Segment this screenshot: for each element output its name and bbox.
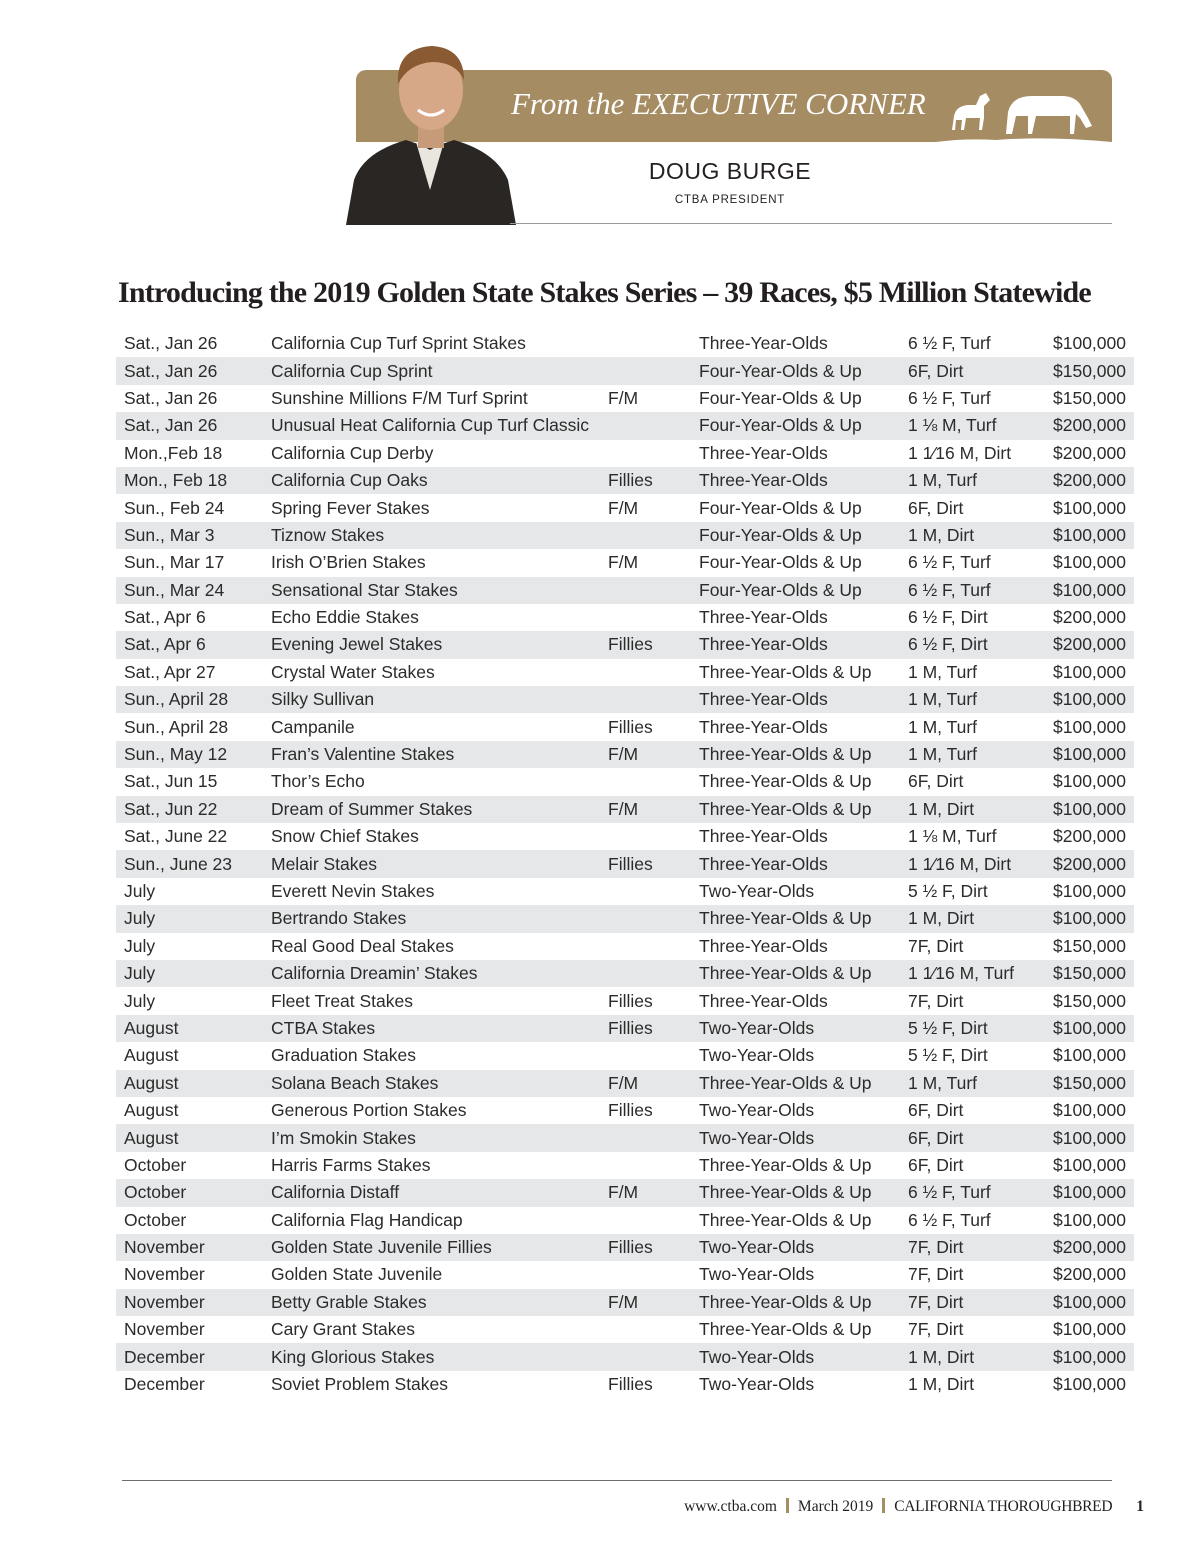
race-date: July [124,935,156,956]
race-age: Three-Year-Olds & Up [699,661,872,682]
table-row [116,1124,1134,1151]
race-age: Four-Year-Olds & Up [699,552,862,573]
race-age: Three-Year-Olds [699,850,908,877]
race-distance: 1 M, Turf [908,741,1046,768]
race-name: King Glorious Stakes [271,1343,608,1370]
page-number: 1 [1136,1498,1144,1515]
race-age: Two-Year-Olds [699,1264,815,1285]
race-date: Sun., Mar 24 [116,577,271,604]
race-distance: 1 ⅛ M, Turf [908,826,997,847]
race-name: Soviet Problem Stakes [271,1374,449,1395]
race-name: Melair Stakes [271,850,608,877]
race-purse: $150,000 [1046,1070,1134,1097]
footer-separator [786,1498,789,1513]
race-purse: $100,000 [1053,771,1126,792]
race-name: Cary Grant Stakes [271,1319,415,1340]
race-purse: $200,000 [1053,1264,1126,1285]
race-date: August [124,1100,179,1121]
race-purse: $200,000 [1046,412,1134,439]
race-sex [608,878,699,905]
race-distance: 7F, Dirt [908,1234,1046,1261]
table-row [116,823,1134,850]
race-date: Sun., April 28 [124,716,229,737]
table-row [116,1316,1134,1343]
race-purse: $200,000 [1046,1234,1134,1261]
table-row [116,1015,1134,1042]
race-name: California Cup Sprint [271,357,608,384]
race-name: Crystal Water Stakes [271,661,435,682]
race-sex [608,1152,699,1179]
race-distance: 6F, Dirt [908,771,964,792]
race-distance: 6 ½ F, Turf [908,1179,1046,1206]
race-purse: $100,000 [1053,881,1126,901]
stakes-schedule-table [116,330,1134,1398]
race-sex [608,933,699,960]
race-name: Tiznow Stakes [271,522,608,549]
race-date: Sun., Mar 17 [124,552,225,573]
race-sex [608,357,699,384]
table-row [116,905,1134,932]
race-name: I’m Smokin Stakes [271,1124,608,1151]
table-row [116,1371,1134,1398]
race-date: November [124,1264,205,1285]
race-age: Four-Year-Olds & Up [699,412,908,439]
race-name: Harris Farms Stakes [271,1154,431,1175]
race-age: Three-Year-Olds & Up [699,1070,908,1097]
race-distance: 6F, Dirt [908,357,1046,384]
race-age: Four-Year-Olds & Up [699,497,862,518]
race-sex: F/M [608,796,699,823]
race-name: California Distaff [271,1179,608,1206]
race-name: Unusual Heat California Cup Turf Classic [271,412,608,439]
race-date: July [124,881,156,901]
race-distance: 1 1⁄16 M, Turf [908,960,1046,987]
race-age: Three-Year-Olds & Up [699,741,908,768]
race-age: Three-Year-Olds & Up [699,771,872,792]
race-sex: Fillies [608,1374,653,1395]
banner-title: From the EXECUTIVE CORNER [511,86,926,121]
table-row [116,878,1134,905]
race-purse: $100,000 [1046,522,1134,549]
race-age: Two-Year-Olds [699,1343,908,1370]
race-date: July [124,990,156,1011]
race-date: Mon.,Feb 18 [124,442,223,463]
race-age: Three-Year-Olds & Up [699,1179,908,1206]
race-name: Echo Eddie Stakes [271,607,419,628]
race-date: Sat., Apr 6 [116,631,271,658]
race-name: Bertrando Stakes [271,905,608,932]
race-name: Generous Portion Stakes [271,1100,467,1121]
race-name: Betty Grable Stakes [271,1289,608,1316]
race-sex [608,1316,699,1343]
author-portrait [346,40,516,225]
race-sex [608,1261,699,1288]
race-purse: $100,000 [1053,716,1126,737]
table-row [116,741,1134,768]
race-name: Fran’s Valentine Stakes [271,741,608,768]
table-row [116,686,1134,713]
race-age: Three-Year-Olds [699,826,828,847]
table-row [116,1289,1134,1316]
race-date: August [116,1070,271,1097]
race-sex [608,330,699,357]
author-title: CTBA PRESIDENT [674,194,786,206]
race-sex [608,823,699,850]
race-name: Sunshine Millions F/M Turf Sprint [271,387,528,408]
race-age: Three-Year-Olds [699,631,908,658]
race-distance: 1 1⁄16 M, Dirt [908,442,1012,463]
race-name: Real Good Deal Stakes [271,935,454,956]
race-sex: Fillies [608,1015,699,1042]
race-date: October [124,1209,187,1230]
table-row [116,850,1134,877]
race-purse: $100,000 [1046,1015,1134,1042]
race-age: Four-Year-Olds & Up [699,577,908,604]
race-purse: $150,000 [1053,387,1126,408]
race-sex [608,440,699,467]
race-distance: 1 M, Dirt [908,1374,975,1395]
footer-divider [122,1480,1112,1481]
table-row [116,1179,1134,1206]
race-age: Three-Year-Olds & Up [699,796,908,823]
race-name: Irish O’Brien Stakes [271,552,426,573]
footer-issue: March 2019 [797,1498,874,1515]
race-sex [608,1042,699,1069]
table-row [116,1152,1134,1179]
race-age: Two-Year-Olds [699,1015,908,1042]
race-age: Three-Year-Olds [699,935,828,956]
race-distance: 6F, Dirt [908,1154,964,1175]
race-date: October [116,1179,271,1206]
race-distance: 6 ½ F, Turf [908,333,991,354]
race-sex [608,686,699,713]
race-purse: $100,000 [1046,686,1134,713]
race-purse: $100,000 [1046,1124,1134,1151]
race-sex [608,1207,699,1234]
race-age: Three-Year-Olds [699,686,908,713]
race-age: Three-Year-Olds [699,990,828,1011]
race-distance: 6 ½ F, Dirt [908,607,988,628]
race-sex [608,604,699,631]
race-name: Sensational Star Stakes [271,577,608,604]
race-age: Three-Year-Olds & Up [699,1319,872,1340]
race-age: Two-Year-Olds [699,1045,815,1066]
race-purse: $200,000 [1053,607,1126,628]
stakes-schedule-body [116,330,1134,1398]
race-distance: 5 ½ F, Dirt [908,1015,1046,1042]
article-headline: Introducing the 2019 Golden State Stakes Series – 39 Races, $5 Million Statewide [118,276,1091,309]
table-row [116,412,1134,439]
table-row [116,631,1134,658]
table-row [116,659,1134,686]
race-date: October [124,1154,187,1175]
race-date: Sat., June 22 [124,826,228,847]
race-name: Graduation Stakes [271,1045,416,1066]
race-sex [608,1124,699,1151]
table-row [116,604,1134,631]
race-purse: $200,000 [1046,467,1134,494]
race-age: Three-Year-Olds & Up [699,1154,872,1175]
race-date: Sun., June 23 [116,850,271,877]
race-distance: 1 M, Dirt [908,796,1046,823]
race-sex: F/M [608,741,699,768]
race-purse: $100,000 [1053,1374,1126,1395]
race-sex: F/M [608,1289,699,1316]
race-purse: $200,000 [1053,826,1126,847]
race-date: July [116,960,271,987]
race-distance: 1 M, Turf [908,1070,1046,1097]
race-distance: 7F, Dirt [908,1319,964,1340]
race-distance: 6 ½ F, Turf [908,552,991,573]
race-date: August [124,1045,179,1066]
page-footer [684,1498,1144,1516]
race-date: August [116,1124,271,1151]
race-purse: $100,000 [1053,661,1126,682]
race-purse: $150,000 [1053,935,1126,956]
race-age: Three-Year-Olds [699,467,908,494]
race-date: December [116,1343,271,1370]
race-name: CTBA Stakes [271,1015,608,1042]
race-distance: 7F, Dirt [908,1289,1046,1316]
race-distance: 6 ½ F, Turf [908,387,991,408]
race-distance: 5 ½ F, Dirt [908,881,988,901]
race-name: Solana Beach Stakes [271,1070,608,1097]
race-sex [608,768,699,795]
race-name: Campanile [271,716,355,737]
race-age: Three-Year-Olds [699,442,828,463]
race-age: Four-Year-Olds & Up [699,357,908,384]
race-name: Golden State Juvenile Fillies [271,1234,608,1261]
race-sex [608,412,699,439]
race-sex: Fillies [608,990,653,1011]
race-date: Sat., Jan 26 [124,333,218,354]
race-date: Sun., Mar 3 [116,522,271,549]
race-name: California Cup Derby [271,442,434,463]
race-sex [608,522,699,549]
race-purse: $100,000 [1046,1343,1134,1370]
race-purse: $100,000 [1053,1045,1126,1066]
race-purse: $150,000 [1053,990,1126,1011]
race-distance: 7F, Dirt [908,1264,964,1285]
table-row [116,1070,1134,1097]
race-purse: $100,000 [1046,796,1134,823]
race-name: Dream of Summer Stakes [271,796,608,823]
race-date: Sun., April 28 [116,686,271,713]
race-purse: $100,000 [1046,577,1134,604]
race-purse: $100,000 [1053,1319,1126,1340]
race-age: Four-Year-Olds & Up [699,522,908,549]
race-sex: Fillies [608,1100,653,1121]
race-date: Sat., Jun 22 [116,796,271,823]
table-row [116,768,1134,795]
race-name: California Cup Oaks [271,467,608,494]
race-purse: $200,000 [1046,631,1134,658]
table-row [116,467,1134,494]
race-age: Three-Year-Olds & Up [699,905,908,932]
race-sex [608,905,699,932]
race-date: August [116,1015,271,1042]
race-name: California Flag Handicap [271,1209,463,1230]
race-date: Sat., Apr 27 [124,661,216,682]
race-purse: $150,000 [1046,960,1134,987]
race-date: Sun., May 12 [116,741,271,768]
race-purse: $100,000 [1053,1154,1126,1175]
race-name: California Cup Turf Sprint Stakes [271,333,526,354]
race-name: Golden State Juvenile [271,1264,443,1285]
table-row [116,577,1134,604]
race-sex: Fillies [608,1234,699,1261]
table-row [116,713,1134,740]
race-sex: Fillies [608,467,699,494]
race-sex [608,960,699,987]
race-date: Sat., Jan 26 [124,387,218,408]
table-row [116,440,1134,467]
race-age: Two-Year-Olds [699,1234,908,1261]
race-purse: $100,000 [1053,1209,1126,1230]
race-date: Sat., Jun 15 [124,771,218,792]
race-distance: 1 M, Turf [908,686,1046,713]
race-age: Two-Year-Olds [699,1124,908,1151]
race-age: Three-Year-Olds [699,333,828,354]
race-distance: 5 ½ F, Dirt [908,1045,988,1066]
race-distance: 7F, Dirt [908,990,964,1011]
executive-corner-header [340,40,1115,230]
race-sex [608,1343,699,1370]
race-age: Four-Year-Olds & Up [699,387,862,408]
race-distance: 1 M, Turf [908,467,1046,494]
race-purse: $200,000 [1046,850,1134,877]
race-purse: $100,000 [1053,1100,1126,1121]
race-age: Three-Year-Olds [699,607,828,628]
race-distance: 1 M, Dirt [908,1343,1046,1370]
race-sex [608,659,699,686]
race-distance: 6 ½ F, Turf [908,577,1046,604]
race-age: Two-Year-Olds [699,881,815,901]
footer-publication: CALIFORNIA THOROUGHBRED [894,1498,1113,1515]
race-name: Silky Sullivan [271,686,608,713]
footer-website: www.ctba.com [684,1498,777,1515]
table-row [116,987,1134,1014]
race-date: November [116,1234,271,1261]
table-row [116,357,1134,384]
race-age: Two-Year-Olds [699,1374,815,1395]
race-name: Fleet Treat Stakes [271,990,414,1011]
race-distance: 6 ½ F, Dirt [908,631,1046,658]
table-row [116,933,1134,960]
race-purse: $200,000 [1053,442,1126,463]
race-distance: 1 M, Dirt [908,522,1046,549]
race-distance: 1 ⅛ M, Turf [908,412,1046,439]
race-purse: $100,000 [1053,552,1126,573]
race-date: Sat., Jan 26 [116,412,271,439]
race-date: December [124,1374,205,1395]
race-age: Three-Year-Olds & Up [699,1289,908,1316]
table-row [116,522,1134,549]
race-age: Three-Year-Olds & Up [699,1209,872,1230]
race-age: Three-Year-Olds & Up [699,960,908,987]
race-purse: $100,000 [1046,1289,1134,1316]
race-purse: $100,000 [1053,497,1126,518]
race-distance: 1 M, Turf [908,716,978,737]
table-row [116,1097,1134,1124]
table-row [116,960,1134,987]
footer-separator [882,1498,885,1513]
race-purse: $150,000 [1046,357,1134,384]
race-name: Snow Chief Stakes [271,826,419,847]
race-date: Sat., Apr 6 [124,607,206,628]
race-name: Thor’s Echo [271,771,365,792]
race-distance: 7F, Dirt [908,935,964,956]
race-name: Everett Nevin Stakes [271,881,435,901]
race-date: Mon., Feb 18 [116,467,271,494]
table-row [116,385,1134,412]
race-date: July [116,905,271,932]
race-date: November [124,1319,205,1340]
table-row [116,796,1134,823]
race-sex: F/M [608,497,639,518]
race-distance: 1 M, Turf [908,661,978,682]
race-distance: 6F, Dirt [908,497,964,518]
race-sex: F/M [608,1070,699,1097]
header-divider [510,223,1112,224]
race-purse: $100,000 [1046,741,1134,768]
race-distance: 6 ½ F, Turf [908,1209,991,1230]
table-row [116,549,1134,576]
author-name: DOUG BURGE [648,158,812,184]
race-sex: Fillies [608,850,699,877]
race-name: California Dreamin’ Stakes [271,960,608,987]
race-sex [608,577,699,604]
race-purse: $100,000 [1046,905,1134,932]
table-row [116,1207,1134,1234]
table-row [116,330,1134,357]
table-row [116,494,1134,521]
race-name: Evening Jewel Stakes [271,631,608,658]
race-purse: $100,000 [1053,333,1126,354]
race-sex: Fillies [608,631,699,658]
race-age: Two-Year-Olds [699,1100,815,1121]
table-row [116,1042,1134,1069]
race-sex: Fillies [608,716,653,737]
table-row [116,1234,1134,1261]
table-row [116,1261,1134,1288]
race-distance: 1 M, Dirt [908,905,1046,932]
race-sex: F/M [608,1179,699,1206]
race-distance: 1 1⁄16 M, Dirt [908,850,1046,877]
table-row [116,1343,1134,1370]
race-date: Sat., Jan 26 [116,357,271,384]
race-age: Three-Year-Olds [699,716,828,737]
race-sex: F/M [608,552,639,573]
race-date: Sun., Feb 24 [124,497,225,518]
race-distance: 6F, Dirt [908,1124,1046,1151]
horses-silhouette-icon [936,78,1112,142]
race-name: Spring Fever Stakes [271,497,430,518]
race-date: November [116,1289,271,1316]
race-distance: 6F, Dirt [908,1100,964,1121]
race-sex: F/M [608,387,639,408]
race-purse: $100,000 [1046,1179,1134,1206]
